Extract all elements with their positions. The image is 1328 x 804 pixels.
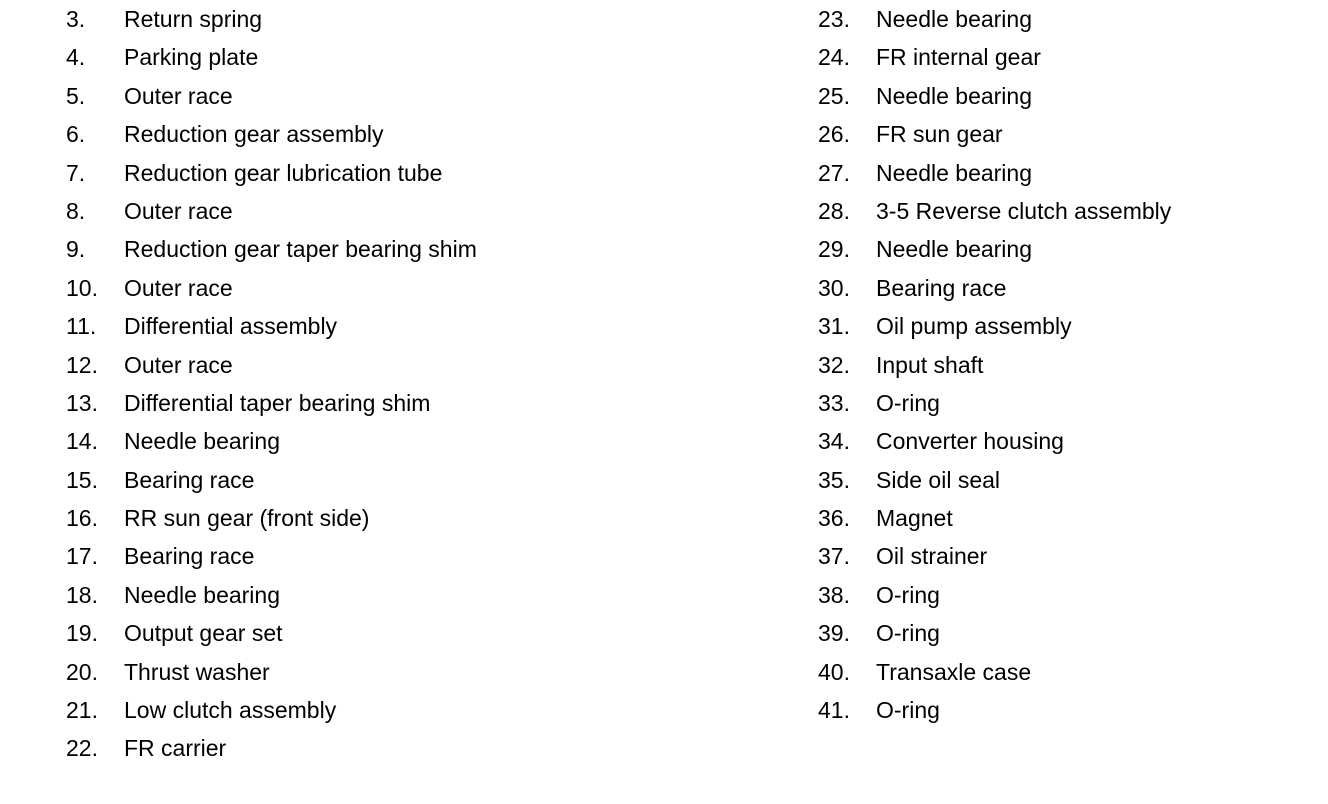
part-name: Needle bearing	[124, 581, 281, 608]
part-item	[818, 653, 1171, 691]
part-name: Low clutch assembly	[124, 697, 337, 724]
part-number: 39.	[818, 620, 850, 647]
part-number: 27.	[818, 159, 850, 186]
part-number: 9.	[66, 236, 86, 263]
part-name: FR internal gear	[876, 44, 1041, 71]
part-name: Outer race	[124, 197, 233, 224]
part-number: 24.	[818, 44, 850, 71]
part-number: 25.	[818, 82, 850, 109]
part-number: 30.	[818, 274, 850, 301]
part-item	[818, 499, 1171, 537]
part-item	[66, 384, 477, 422]
part-number: 19.	[66, 620, 98, 647]
part-item	[66, 192, 477, 230]
part-name: 3-5 Reverse clutch assembly	[876, 197, 1172, 224]
part-name: RR sun gear (front side)	[124, 505, 370, 532]
part-item	[818, 384, 1171, 422]
part-name: Return spring	[124, 6, 263, 32]
part-number: 28.	[818, 197, 850, 224]
part-number: 38.	[818, 581, 850, 608]
part-item	[818, 115, 1171, 153]
part-number: 5.	[66, 82, 86, 109]
part-item	[818, 192, 1171, 230]
part-item	[818, 346, 1171, 384]
part-number: 18.	[66, 581, 98, 608]
part-name: Differential taper bearing shim	[124, 389, 431, 416]
part-item	[66, 230, 477, 268]
part-number: 26.	[818, 121, 850, 148]
part-item	[818, 461, 1171, 499]
part-name: Needle bearing	[876, 236, 1033, 263]
part-number: 41.	[818, 697, 850, 724]
part-item	[818, 691, 1171, 729]
part-name: Bearing race	[876, 274, 1007, 301]
part-number: 11.	[66, 313, 97, 340]
part-number: 15.	[66, 466, 98, 493]
part-name: Oil strainer	[876, 543, 988, 570]
part-number: 40.	[818, 658, 850, 685]
part-number: 31.	[818, 313, 850, 340]
part-name: Differential assembly	[124, 313, 338, 340]
part-name: Oil pump assembly	[876, 313, 1072, 340]
part-item	[66, 269, 477, 307]
part-item	[66, 576, 477, 614]
part-number: 6.	[66, 121, 86, 148]
part-item	[66, 77, 477, 115]
part-name: FR sun gear	[876, 121, 1003, 148]
part-item	[66, 346, 477, 384]
part-number: 10.	[66, 274, 98, 301]
part-number: 13.	[66, 389, 98, 416]
part-name: Input shaft	[876, 351, 984, 378]
part-name: Outer race	[124, 82, 233, 109]
part-name: FR carrier	[124, 735, 227, 762]
part-name: Needle bearing	[124, 428, 281, 455]
part-item	[818, 0, 1171, 38]
part-number: 29.	[818, 236, 850, 263]
part-number: 23.	[818, 6, 850, 32]
part-item	[818, 422, 1171, 460]
part-name: Reduction gear lubrication tube	[124, 159, 443, 186]
part-name: Needle bearing	[876, 6, 1033, 32]
part-number: 17.	[66, 543, 98, 570]
part-item	[66, 38, 477, 76]
part-item	[66, 0, 477, 38]
part-name: Thrust washer	[124, 658, 270, 685]
part-number: 21.	[66, 697, 98, 724]
part-item	[66, 653, 477, 691]
part-name: Output gear set	[124, 620, 283, 647]
part-name: Reduction gear taper bearing shim	[124, 236, 477, 263]
part-number: 22.	[66, 735, 98, 762]
part-name: Reduction gear assembly	[124, 121, 384, 148]
part-number: 33.	[818, 389, 850, 416]
part-name: Bearing race	[124, 466, 255, 493]
part-name: O-ring	[876, 697, 940, 724]
part-item	[818, 269, 1171, 307]
part-name: Needle bearing	[876, 159, 1033, 186]
part-number: 14.	[66, 428, 98, 455]
part-item	[66, 691, 477, 729]
part-item	[66, 461, 477, 499]
part-item	[818, 307, 1171, 345]
part-item	[66, 614, 477, 652]
part-name: Outer race	[124, 351, 233, 378]
part-name: Magnet	[876, 505, 953, 532]
part-name: Bearing race	[124, 543, 255, 570]
part-number: 37.	[818, 543, 850, 570]
part-name: O-ring	[876, 389, 940, 416]
part-item	[66, 499, 477, 537]
part-name: Parking plate	[124, 44, 259, 71]
part-item	[818, 38, 1171, 76]
part-name: Transaxle case	[876, 658, 1032, 685]
part-item	[66, 729, 477, 767]
part-number: 12.	[66, 351, 98, 378]
part-item	[818, 614, 1171, 652]
part-number: 16.	[66, 505, 98, 532]
part-item	[818, 154, 1171, 192]
part-number: 4.	[66, 44, 86, 71]
part-name: Needle bearing	[876, 82, 1033, 109]
parts-list-left	[66, 0, 477, 768]
part-number: 35.	[818, 466, 850, 493]
part-item	[818, 537, 1171, 575]
part-number: 32.	[818, 351, 850, 378]
part-item	[66, 154, 477, 192]
part-item	[66, 422, 477, 460]
part-name: Side oil seal	[876, 466, 1001, 493]
part-item	[66, 115, 477, 153]
part-item	[818, 230, 1171, 268]
part-item	[66, 537, 477, 575]
part-number: 36.	[818, 505, 850, 532]
part-name: Outer race	[124, 274, 233, 301]
part-number: 34.	[818, 428, 850, 455]
part-number: 7.	[66, 159, 86, 186]
part-name: O-ring	[876, 620, 940, 647]
part-item	[66, 307, 477, 345]
part-item	[818, 576, 1171, 614]
part-name: Converter housing	[876, 428, 1064, 455]
part-number: 20.	[66, 658, 98, 685]
part-number: 8.	[66, 197, 86, 224]
part-number: 3.	[66, 6, 86, 32]
part-item	[818, 77, 1171, 115]
parts-list-right	[818, 0, 1171, 729]
part-name: O-ring	[876, 581, 940, 608]
